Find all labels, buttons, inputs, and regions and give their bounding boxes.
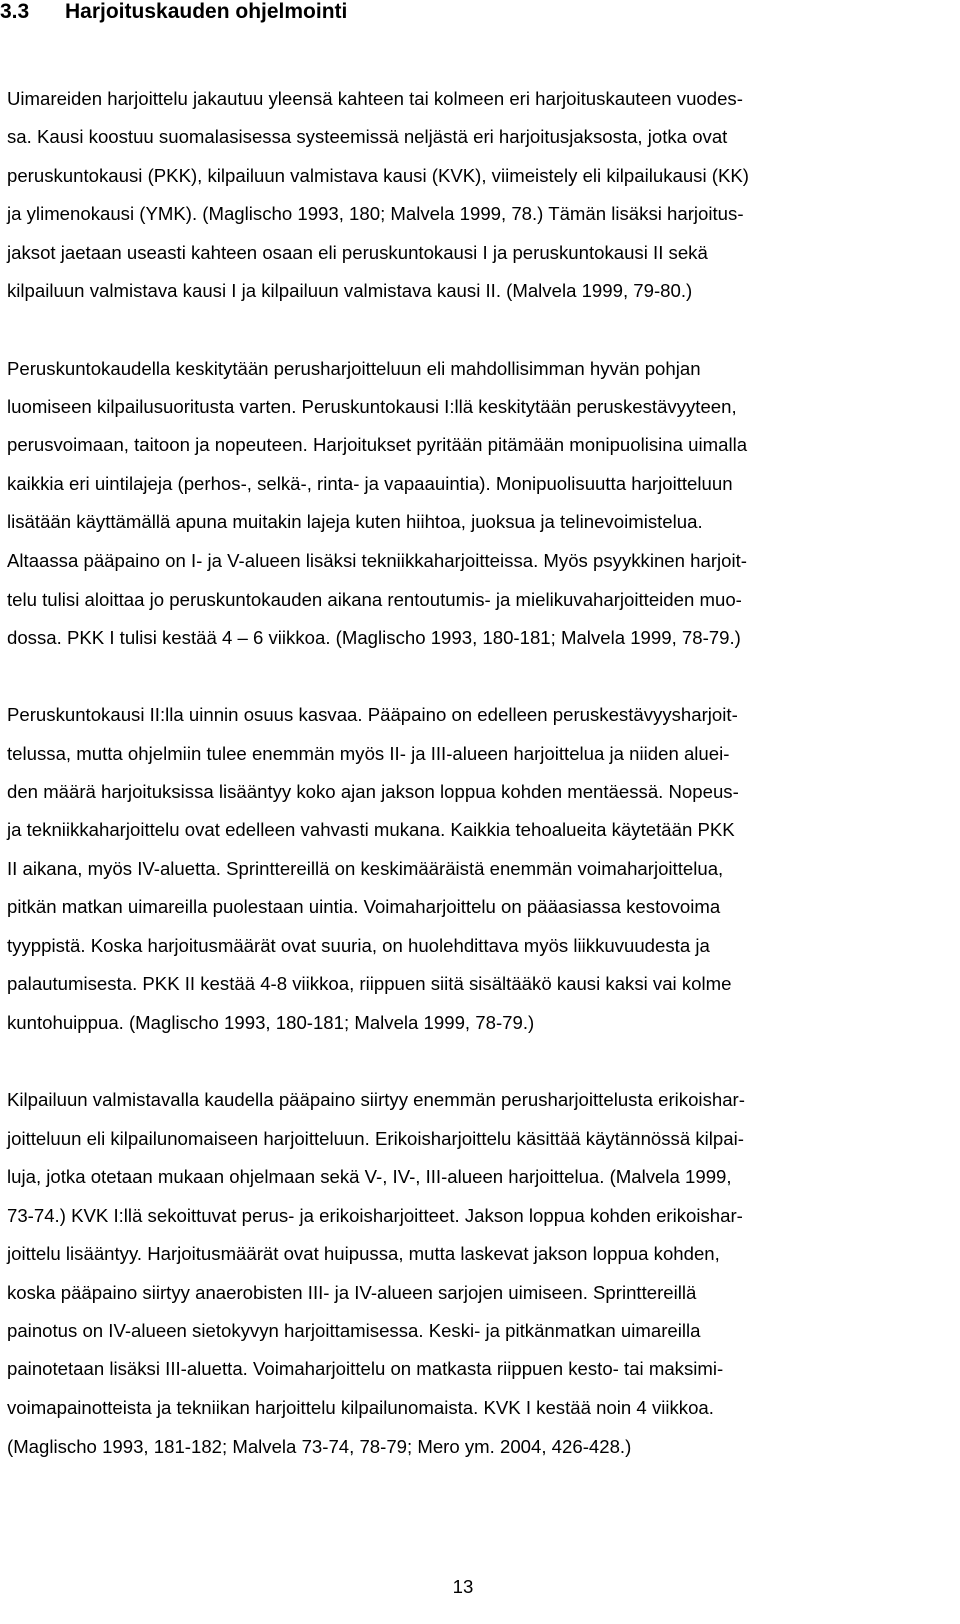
text-line: joitteluun eli kilpailunomaiseen harjoitteluun. Erikoisharjoittelu käsittää käytännössä kilpai-: [7, 1128, 744, 1149]
page-number: 13: [452, 1576, 474, 1597]
text-line: perusvoimaan, taitoon ja nopeuteen. Harjoitukset pyritään pitämään monipuolisina uimalla: [7, 434, 748, 455]
text-line: telussa, mutta ohjelmiin tulee enemmän myös II- ja III-alueen harjoittelua ja niiden aluei-: [7, 743, 730, 764]
section-number: 3.3: [0, 0, 30, 23]
text-line: Peruskuntokausi II:lla uinnin osuus kasvaa. Pääpaino on edelleen peruskestävyysharjoit-: [7, 704, 738, 725]
text-line: sa. Kausi koostuu suomalasisessa systeemissä neljästä eri harjoitusjaksosta, jotka ovat: [7, 126, 728, 147]
text-line: joittelu lisääntyy. Harjoitusmäärät ovat huipussa, mutta laskevat jakson loppua kohden,: [7, 1243, 720, 1264]
text-line: Uimareiden harjoittelu jakautuu yleensä kahteen tai kolmeen eri harjoituskauteen vuodes-: [7, 88, 743, 109]
text-line: ja ylimenokausi (YMK). (Maglischo 1993, 180; Malvela 1999, 78.) Tämän lisäksi harjoitus-: [7, 203, 744, 224]
text-line: Peruskuntokaudella keskitytään perusharjoitteluun eli mahdollisimman hyvän pohjan: [7, 358, 701, 379]
text-line: painotetaan lisäksi III-aluetta. Voimaharjoittelu on matkasta riippuen kesto- tai maksimi-: [7, 1358, 724, 1379]
text-line: tyyppistä. Koska harjoitusmäärät ovat suuria, on huolehdittava myös liikkuvuudesta ja: [7, 935, 710, 956]
text-line: peruskuntokausi (PKK), kilpailuun valmistava kausi (KVK), viimeistely eli kilpailukausi (KK): [7, 165, 749, 186]
section-title: Harjoituskauden ohjelmointi: [65, 0, 348, 23]
text-line: luomiseen kilpailusuoritusta varten. Peruskuntokausi I:llä keskitytään peruskestävyyteen,: [7, 396, 737, 417]
text-line: II aikana, myös IV-aluetta. Sprinttereillä on keskimääräistä enemmän voimaharjoittelua,: [7, 858, 724, 879]
text-line: (Maglischo 1993, 181-182; Malvela 73-74, 78-79; Mero ym. 2004, 426-428.): [7, 1436, 632, 1457]
text-line: luja, jotka otetaan mukaan ohjelmaan sekä V-, IV-, III-alueen harjoittelua. (Malvela 1999,: [7, 1166, 732, 1187]
text-line: voimapainotteista ja tekniikan harjoittelu kilpailunomaista. KVK I kestää noin 4 viikkoa.: [7, 1397, 714, 1418]
text-line: pitkän matkan uimareilla puolestaan uintia. Voimaharjoittelu on pääasiassa kestovoima: [7, 896, 721, 917]
text-line: jaksot jaetaan useasti kahteen osaan eli peruskuntokausi I ja peruskuntokausi II sekä: [7, 242, 708, 263]
text-line: kilpailuun valmistava kausi I ja kilpailuun valmistava kausi II. (Malvela 1999, 79-80.): [7, 280, 693, 301]
text-line: Kilpailuun valmistavalla kaudella pääpaino siirtyy enemmän perusharjoittelusta erikoishar-: [7, 1089, 745, 1110]
section-heading: [0, 0, 347, 24]
text-line: 73-74.) KVK I:llä sekoittuvat perus- ja erikoisharjoitteet. Jakson loppua kohden erikoishar-: [7, 1205, 743, 1226]
text-line: dossa. PKK I tulisi kestää 4 – 6 viikkoa. (Maglischo 1993, 180-181; Malvela 1999, 78-79.): [7, 627, 741, 648]
text-line: kuntohuippua. (Maglischo 1993, 180-181; Malvela 1999, 78-79.): [7, 1012, 535, 1033]
text-line: kaikkia eri uintilajeja (perhos-, selkä-, rinta- ja vapaauintia). Monipuolisuutta harjoitteluun: [7, 473, 733, 494]
text-line: koska pääpaino siirtyy anaerobisten III- ja IV-alueen sarjojen uimiseen. Sprinttereillä: [7, 1282, 697, 1303]
text-line: Altaassa pääpaino on I- ja V-alueen lisäksi tekniikkaharjoitteissa. Myös psyykkinen harjoit-: [7, 550, 747, 571]
text-line: den määrä harjoituksissa lisääntyy koko ajan jakson loppua kohden mentäessä. Nopeus-: [7, 781, 739, 802]
text-line: telu tulisi aloittaa jo peruskuntokauden aikana rentoutumis- ja mielikuvaharjoitteiden muo-: [7, 589, 742, 610]
text-line: lisätään käyttämällä apuna muitakin lajeja kuten hiihtoa, juoksua ja telinevoimistelua.: [7, 511, 703, 532]
text-line: palautumisesta. PKK II kestää 4-8 viikkoa, riippuen siitä sisältääkö kausi kaksi vai kolme: [7, 973, 732, 994]
text-line: painotus on IV-alueen sietokyvyn harjoittamisessa. Keski- ja pitkänmatkan uimareilla: [7, 1320, 701, 1341]
text-line: ja tekniikkaharjoittelu ovat edelleen vahvasti mukana. Kaikkia tehoalueita käytetään PKK: [7, 819, 735, 840]
